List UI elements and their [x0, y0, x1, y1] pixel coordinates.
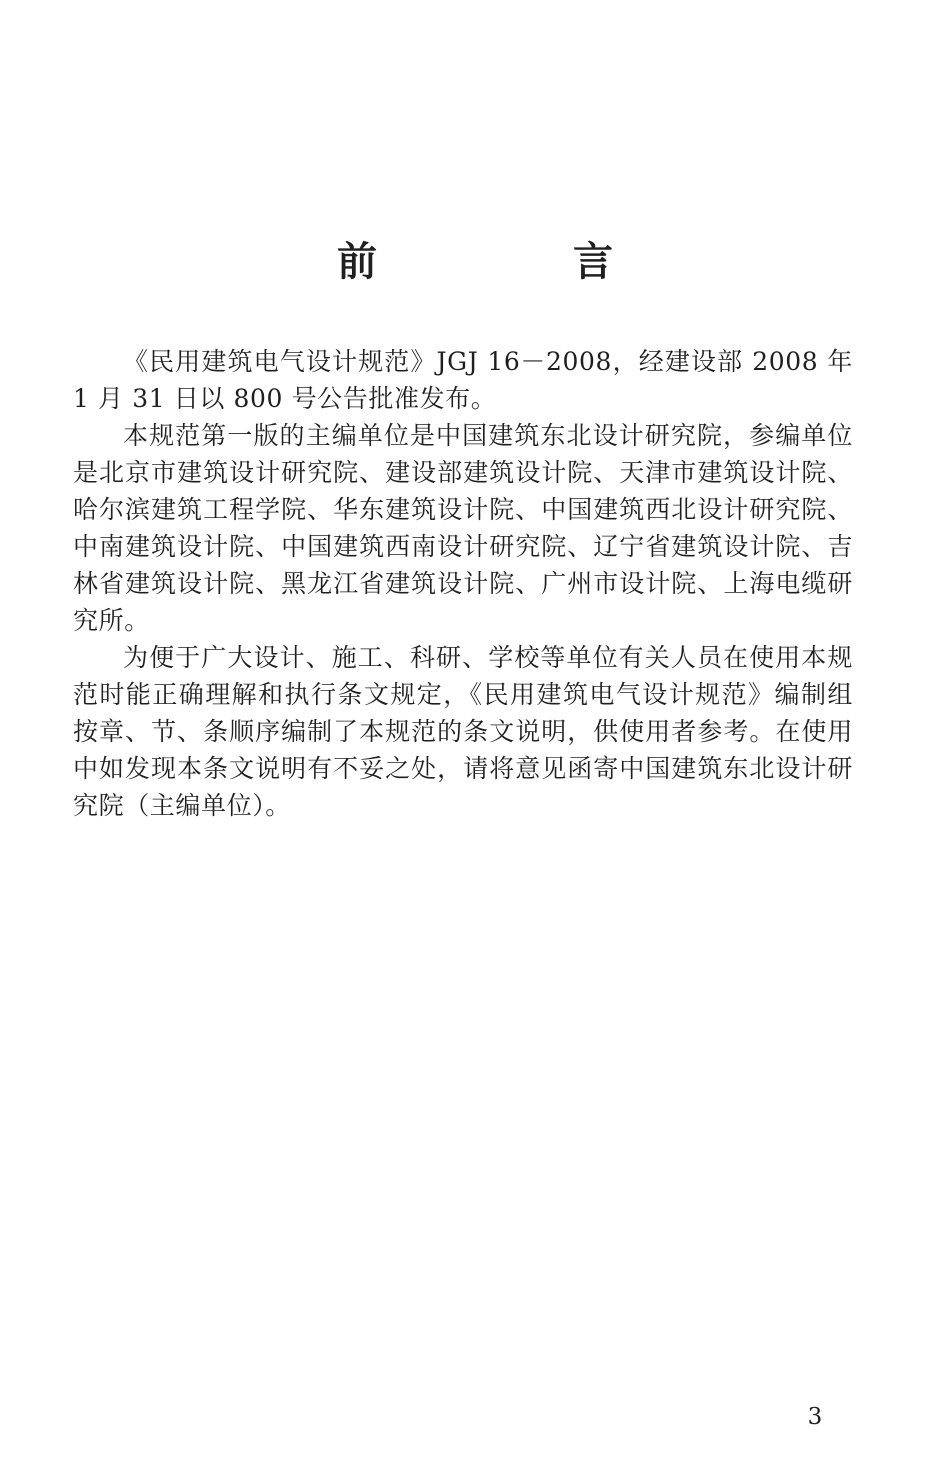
page-title: 前 言	[337, 238, 691, 285]
preface-body	[73, 343, 853, 824]
paragraph-explanation: 为便于广大设计、施工、科研、学校等单位有关人员在使用本规范时能正确理解和执行条文规定，《民用建筑电气设计规范》编制组按章、节、条顺序编制了本规范的条文说明，供使用者参考。在使用中如发现本条文说明有不妥之处，请将意见函寄中国建筑东北设计研究院（主编单位）。	[73, 643, 853, 820]
paragraph-editors: 本规范第一版的主编单位是中国建筑东北设计研究院，参编单位是北京市建筑设计研究院、建设部建筑设计院、天津市建筑设计院、哈尔滨建筑工程学院、华东建筑设计院、中国建筑西北设计研究院、中南建筑设计院、中国建筑西南设计研究院、辽宁省建筑设计院、吉林省建筑设计院、黑龙江省建筑设计院、广州市设计院、上海电缆研究所。	[73, 421, 853, 635]
paragraph-approval: 《民用建筑电气设计规范》JGJ 16－2008，经建设部 2008 年 1 月 31 日以 800 号公告批准发布。	[73, 347, 853, 413]
page-number: 3	[807, 1404, 823, 1430]
